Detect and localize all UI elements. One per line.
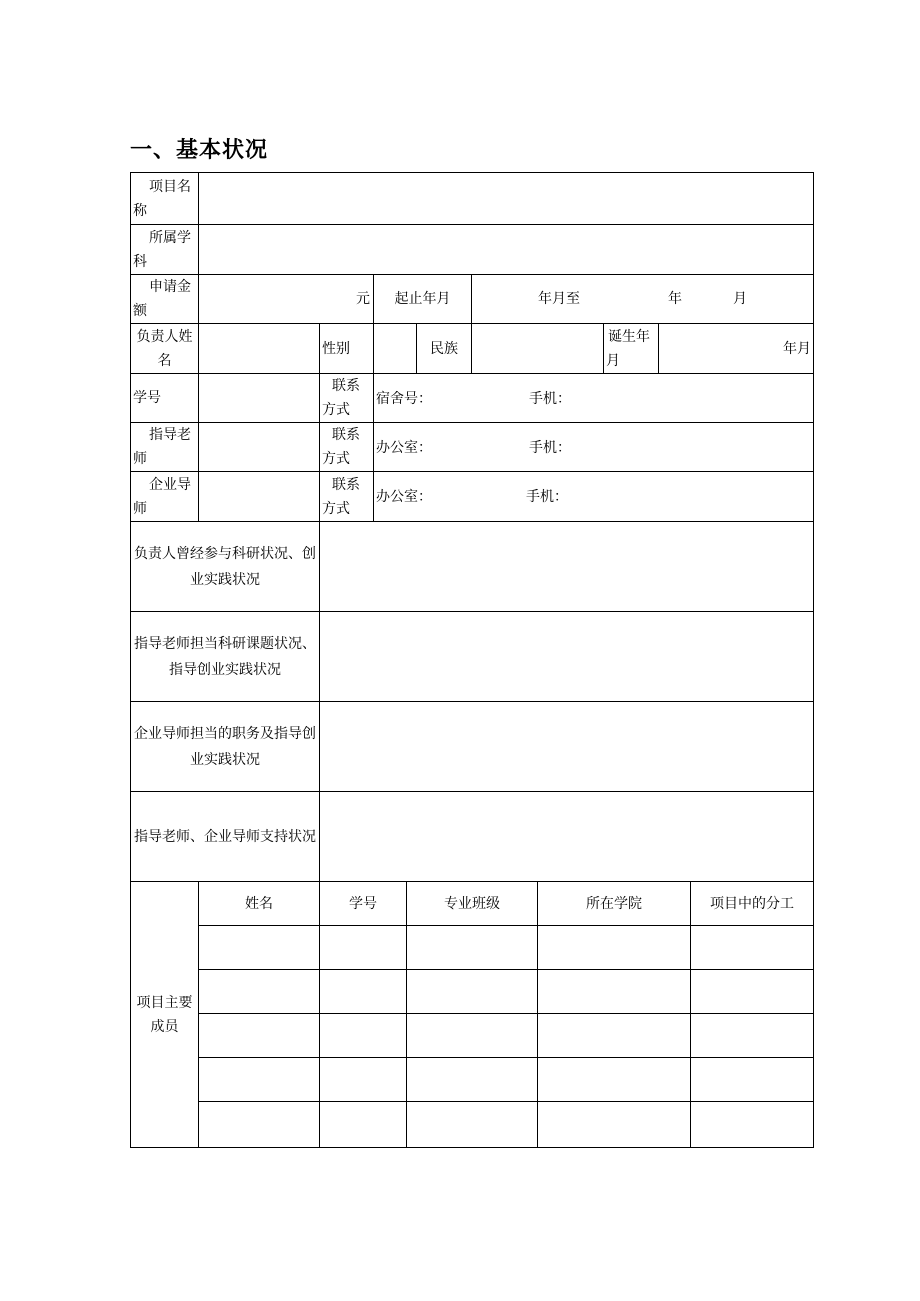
period-month-text: 月 xyxy=(733,291,747,307)
birth-value-text: 年月 xyxy=(783,341,811,357)
student-id-field[interactable] xyxy=(198,373,320,423)
member-cell[interactable] xyxy=(690,925,814,970)
member-cell[interactable] xyxy=(198,925,320,970)
member-cell[interactable] xyxy=(198,1101,320,1148)
member-cell[interactable] xyxy=(406,969,538,1014)
period-year-text: 年 xyxy=(668,291,682,307)
dorm-label: 宿舍号： xyxy=(376,391,432,407)
advisor-contact-field[interactable] xyxy=(373,422,814,472)
amount-label: 申请金额 xyxy=(130,274,199,324)
member-cell[interactable] xyxy=(690,1013,814,1058)
mentor-contact-field[interactable] xyxy=(373,471,814,522)
mentor-mobile-label: 手机： xyxy=(526,489,568,505)
members-label: 项目主要成员 xyxy=(130,881,199,1148)
member-cell[interactable] xyxy=(406,1057,538,1102)
gender-label: 性别 xyxy=(319,323,374,374)
member-cell[interactable] xyxy=(319,1057,407,1102)
member-cell[interactable] xyxy=(319,1013,407,1058)
discipline-label: 所属学科 xyxy=(130,224,199,275)
member-cell[interactable] xyxy=(690,1057,814,1102)
support-label: 指导老师、企业导师支持状况 xyxy=(130,791,320,882)
period-label: 起止年月 xyxy=(373,274,472,324)
leader-contact-field[interactable] xyxy=(373,373,814,423)
period-from-text: 年月至 xyxy=(538,291,580,307)
period-field[interactable] xyxy=(471,274,814,324)
member-cell[interactable] xyxy=(537,1101,691,1148)
member-cell[interactable] xyxy=(537,1057,691,1102)
members-header-student-id: 学号 xyxy=(319,881,407,926)
project-name-label: 项目名称 xyxy=(130,172,199,225)
member-cell[interactable] xyxy=(537,925,691,970)
mentor-duty-field[interactable] xyxy=(319,701,814,792)
support-field[interactable] xyxy=(319,791,814,882)
project-name-field[interactable] xyxy=(198,172,814,225)
leader-experience-field[interactable] xyxy=(319,521,814,612)
student-id-label: 学号 xyxy=(130,373,199,423)
ethnicity-label: 民族 xyxy=(416,323,472,374)
ethnicity-field[interactable] xyxy=(471,323,604,374)
member-cell[interactable] xyxy=(319,969,407,1014)
members-header-name: 姓名 xyxy=(198,881,320,926)
member-cell[interactable] xyxy=(690,969,814,1014)
member-cell[interactable] xyxy=(198,969,320,1014)
member-cell[interactable] xyxy=(198,1013,320,1058)
mentor-office-label: 办公室： xyxy=(376,489,432,505)
advisor-research-label: 指导老师担当科研课题状况、指导创业实践状况 xyxy=(130,611,320,702)
member-cell[interactable] xyxy=(406,1101,538,1148)
leader-name-label: 负责人姓名 xyxy=(130,323,199,374)
amount-field[interactable] xyxy=(198,274,374,324)
member-cell[interactable] xyxy=(198,1057,320,1102)
gender-field[interactable] xyxy=(373,323,417,374)
member-cell[interactable] xyxy=(537,969,691,1014)
members-header-college: 所在学院 xyxy=(537,881,691,926)
advisor-field[interactable] xyxy=(198,422,320,472)
member-cell[interactable] xyxy=(406,925,538,970)
members-header-class: 专业班级 xyxy=(406,881,538,926)
mentor-label: 企业导师 xyxy=(130,471,199,522)
yuan-unit: 元 xyxy=(356,291,370,307)
advisor-label: 指导老师 xyxy=(130,422,199,472)
leader-experience-label: 负责人曾经参与科研状况、创业实践状况 xyxy=(130,521,320,612)
mentor-field[interactable] xyxy=(198,471,320,522)
discipline-field[interactable] xyxy=(198,224,814,275)
leader-name-field[interactable] xyxy=(198,323,320,374)
member-cell[interactable] xyxy=(319,925,407,970)
mentor-contact-label: 联系方式 xyxy=(319,471,374,522)
member-cell[interactable] xyxy=(319,1101,407,1148)
advisor-contact-label: 联系方式 xyxy=(319,422,374,472)
advisor-mobile-label: 手机： xyxy=(529,440,571,456)
leader-mobile-label: 手机： xyxy=(529,391,571,407)
member-cell[interactable] xyxy=(690,1101,814,1148)
members-header-role: 项目中的分工 xyxy=(690,881,814,926)
advisor-office-label: 办公室： xyxy=(376,440,432,456)
page-title: 一、基本状况 xyxy=(130,138,269,163)
member-cell[interactable] xyxy=(537,1013,691,1058)
birth-label: 诞生年月 xyxy=(603,323,659,374)
advisor-research-field[interactable] xyxy=(319,611,814,702)
member-cell[interactable] xyxy=(406,1013,538,1058)
leader-contact-label: 联系方式 xyxy=(319,373,374,423)
mentor-duty-label: 企业导师担当的职务及指导创业实践状况 xyxy=(130,701,320,792)
birth-field[interactable] xyxy=(658,323,814,374)
